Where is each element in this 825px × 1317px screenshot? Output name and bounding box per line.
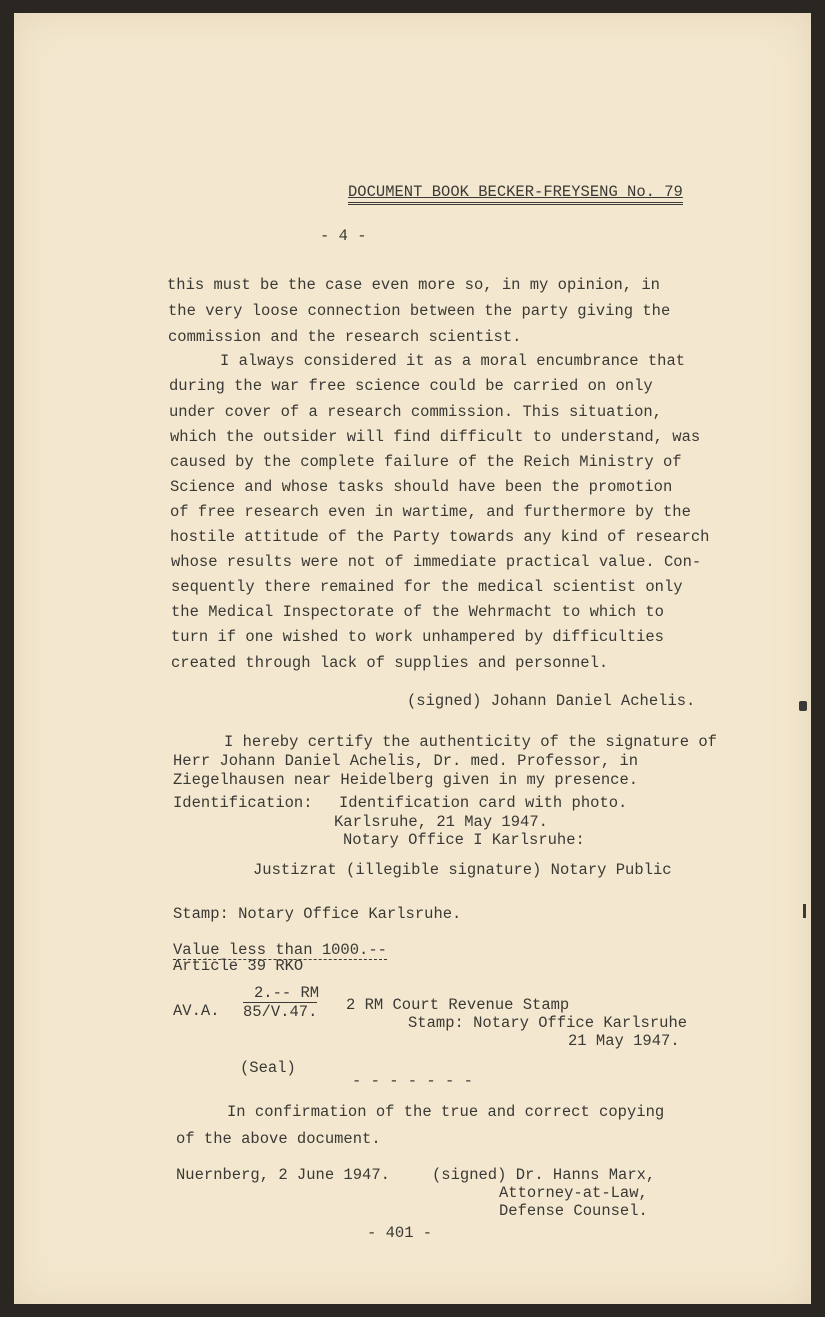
body-line: commission and the research scientist. <box>168 328 522 346</box>
fee-denominator: 85/V.47. <box>243 1003 318 1021</box>
body-line: which the outsider will find difficult to understand, was <box>170 428 701 446</box>
certification-line: Herr Johann Daniel Achelis, Dr. med. Professor, in <box>173 752 639 770</box>
certification-line: Ziegelhausen near Heidelberg given in my presence. <box>173 771 639 789</box>
document-book-header: DOCUMENT BOOK BECKER-FREYSENG No. 79 <box>348 183 683 205</box>
body-line: I always considered it as a moral encumbrance that <box>220 352 686 370</box>
divider: - - - - - - - <box>352 1072 473 1090</box>
fee-numerator: 2.-- RM <box>254 984 320 1002</box>
body-line: the very loose connection between the party giving the <box>168 302 671 320</box>
confirmation-signed: (signed) Dr. Hanns Marx, <box>432 1166 656 1184</box>
notary-office: Notary Office I Karlsruhe: <box>343 831 585 849</box>
av-label: AV.A. <box>173 1002 220 1020</box>
stamp-notary-office: Stamp: Notary Office Karlsruhe <box>408 1014 688 1032</box>
stamp-date: 21 May 1947. <box>568 1032 680 1050</box>
body-line: hostile attitude of the Party towards any kind of research <box>170 528 710 546</box>
document-page <box>14 13 811 1304</box>
footer-page-number: - 401 - <box>367 1224 433 1242</box>
body-line: of free research even in wartime, and furthermore by the <box>170 503 691 521</box>
identification-value: Identification card with photo. <box>339 794 628 812</box>
notary-signature: Justizrat (illegible signature) Notary Public <box>253 861 672 879</box>
defense-counsel-title: Defense Counsel. <box>499 1202 648 1220</box>
margin-mark <box>799 701 807 711</box>
notary-stamp: Stamp: Notary Office Karlsruhe. <box>173 905 462 923</box>
body-line: during the war free science could be carried on only <box>169 377 653 395</box>
confirmation-line: of the above document. <box>176 1130 381 1148</box>
revenue-stamp: 2 RM Court Revenue Stamp <box>346 996 570 1014</box>
body-line: turn if one wished to work unhampered by difficulties <box>171 628 664 646</box>
body-line: created through lack of supplies and personnel. <box>171 654 609 672</box>
seal-label: (Seal) <box>240 1059 296 1077</box>
body-line: whose results were not of immediate practical value. Con- <box>171 553 702 571</box>
certification-line: I hereby certify the authenticity of the signature of <box>224 733 717 751</box>
body-line: caused by the complete failure of the Reich Ministry of <box>170 453 682 471</box>
body-line: under cover of a research commission. This situation, <box>169 403 662 421</box>
notary-place-date: Karlsruhe, 21 May 1947. <box>334 813 548 831</box>
body-line: sequently there remained for the medical scientist only <box>171 578 683 596</box>
page-number: - 4 - <box>320 227 367 245</box>
value-line: Value less than 1000.-- <box>173 941 387 959</box>
body-line: the Medical Inspectorate of the Wehrmacht to which to <box>171 603 664 621</box>
confirmation-place-date: Nuernberg, 2 June 1947. <box>176 1166 390 1184</box>
confirmation-line: In confirmation of the true and correct copying <box>227 1103 665 1121</box>
margin-mark <box>803 904 806 918</box>
attorney-title: Attorney-at-Law, <box>499 1184 648 1202</box>
signature-achelis: (signed) Johann Daniel Achelis. <box>407 692 696 710</box>
body-line: this must be the case even more so, in my opinion, in <box>167 276 660 294</box>
body-line: Science and whose tasks should have been the promotion <box>170 478 673 496</box>
identification-label: Identification: <box>173 794 313 812</box>
article-line: Article 39 RKO <box>173 957 304 975</box>
